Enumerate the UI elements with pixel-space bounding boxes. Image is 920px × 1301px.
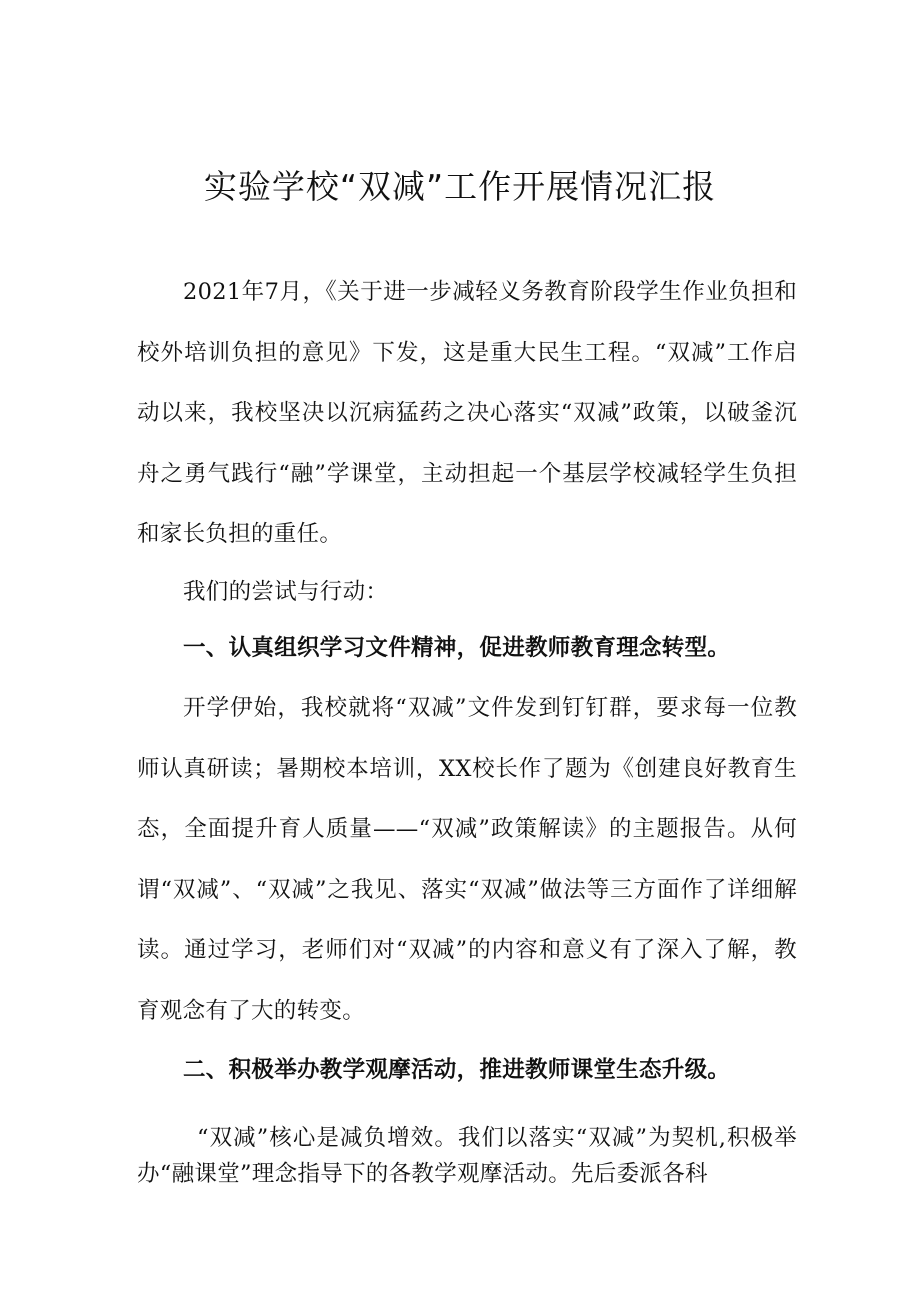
section-2-paragraph: “双减”核心是减负增效。我们以落实“双减”为契机,积极举办“融课堂”理念指导下的各教学观摩活动。先后委派各科 (137, 1125, 797, 1187)
section-heading-1: 一、认真组织学习文件精神，促进教师教育理念转型。 (183, 635, 731, 661)
section-heading-2: 二、积极举办教学观摩活动，推进教师课堂生态升级。 (183, 1057, 731, 1083)
actions-intro-paragraph: 我们的尝试与行动： (183, 579, 389, 605)
section-1-paragraph: 开学伊始，我校就将“双减”文件发到钉钉群，要求每一位教师认真研读；暑期校本培训，XX校长作了题为《创建良好教育生态，全面提升育人质量——“双减”政策解读》的主题报告。从何谓“双减”、“双减”之我见、落实“双减”做法等三方面作了详细解读。通过学习，老师们对“双减”的内容和意义有了深入了解，教育观念有了大的转变。 (137, 695, 797, 1024)
document-title: 实验学校“双减”工作开展情况汇报 (203, 167, 717, 206)
intro-paragraph: 2021年7月，《关于进一步减轻义务教育阶段学生作业负担和校外培训负担的意见》下发，这是重大民生工程。“双减”工作启动以来，我校坚决以沉病猛药之决心落实“双减”政策，以破釜沉舟之勇气践行“融”学课堂，主动担起一个基层学校减轻学生负担和家长负担的重任。 (137, 279, 797, 547)
